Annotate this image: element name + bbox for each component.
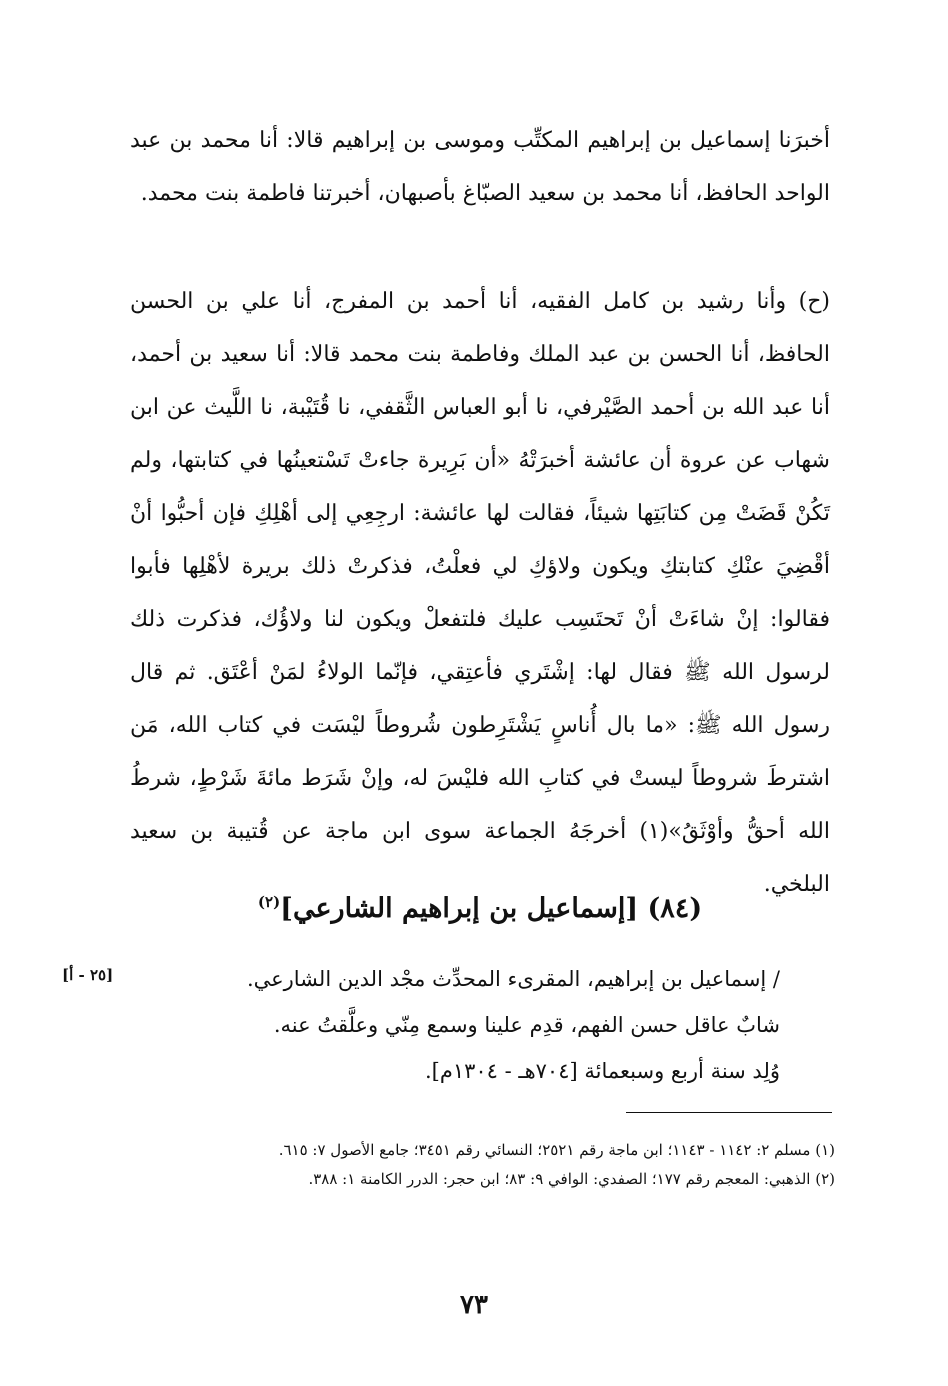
page-number: ٧٣ (460, 1290, 488, 1320)
footnote: (٢) الذهبي: المعجم رقم ١٧٧؛ الصفدي: الوافي ٩: ٨٣؛ ابن حجر: الدرر الكامنة ١: ٣٨٨. (308, 1170, 835, 1188)
biography-line: شابٌ عاقل حسن الفهم، قدِم علينا وسمع مِنّي وعلَّقتُ عنه. (273, 1013, 780, 1037)
section-heading (130, 880, 830, 931)
biography-line: وُلِد سنة أربع وسبعمائة [٧٠٤هـ - ١٣٠٤م]. (424, 1059, 780, 1083)
footnote-reference: (٢) (257, 893, 281, 911)
footnote: (١) مسلم ٢: ١١٤٢ - ١١٤٣؛ ابن ماجة رقم ٢٥٢١؛ النسائي رقم ٣٤٥١؛ جامع الأصول ٧: ٦١٥. (278, 1141, 835, 1159)
paragraph-text: (ح) وأنا رشيد بن كامل الفقيه، أنا أحمد بن المفرج، أنا علي بن الحسن الحافظ، أنا الحسن بن عبد الملك وفاطمة بنت محمد قالا: أنا سعيد بن أحمد، أنا عبد الله بن أحمد الصَّيْرفي، نا أبو العباس الثَّقفي، نا قُتَيْبة، نا اللَّيث عن ابن شهاب عن عروة أن عائشة أخبرَتْهُ «أن بَرِيرة جاءتْ تَسْتعينُها في كتابتها، ولم تَكُنْ قَضَتْ مِن كتابَتِها شيئاً، فقالت لها عائشة: ارجِعِي إلى أهْلِكِ فإن أحبُّوا أنْ أقْضِيَ عنْكِ كتابتكِ ويكون ولاؤكِ لي فعلْتُ، فذكرتْ ذلك بريرة لأهْلِها فأبوا فقالوا: إنْ شاءَتْ أنْ تَحتَسِب عليك فلتفعلْ ويكون لنا ولاؤُك، فذكرت ذلك لرسول الله ﷺ فقال لها: إشْتَري فأعتِقي، فإنّما الولاءُ لمَنْ أعْتَق. ثم قال رسول الله ﷺ: «ما بال أُناسٍ يَشْتَرِطون شُروطاً ليْسَت في كتاب الله، مَن اشترطَ شروطاً ليستْ في كتابِ الله فليْسَ له، وإنْ شَرَط مائةَ شَرْطٍ، شرطُ الله أحقُّ وأوْثَقُ»(١) أخرجَهُ الجماعة سوى ابن ماجة عن قُتيبة بن سعيد البلخي. (130, 289, 831, 897)
footnote-separator (626, 1112, 832, 1113)
body-paragraph (130, 114, 830, 220)
manuscript-folio-note: [٢٥ - أ] (62, 966, 114, 984)
footnotes (150, 1136, 835, 1194)
paragraph-text: أخبرَنا إسماعيل بن إبراهيم المكتِّب وموسى بن إبراهيم قالا: أنا محمد بن عبد الواحد الحافظ، أنا محمد بن سعيد الصبّاغ بأصبهان، أخبرتنا فاطمة بنت محمد. (130, 128, 830, 206)
biography-line: / إسماعيل بن إبراهيم، المقرىء المحدِّث مجْد الدين الشارعي. (246, 967, 780, 991)
section-heading-text: (٨٤) [إسماعيل بن إبراهيم الشارعي] (280, 893, 703, 924)
biography-entry (150, 956, 780, 1094)
body-paragraph (130, 275, 830, 911)
